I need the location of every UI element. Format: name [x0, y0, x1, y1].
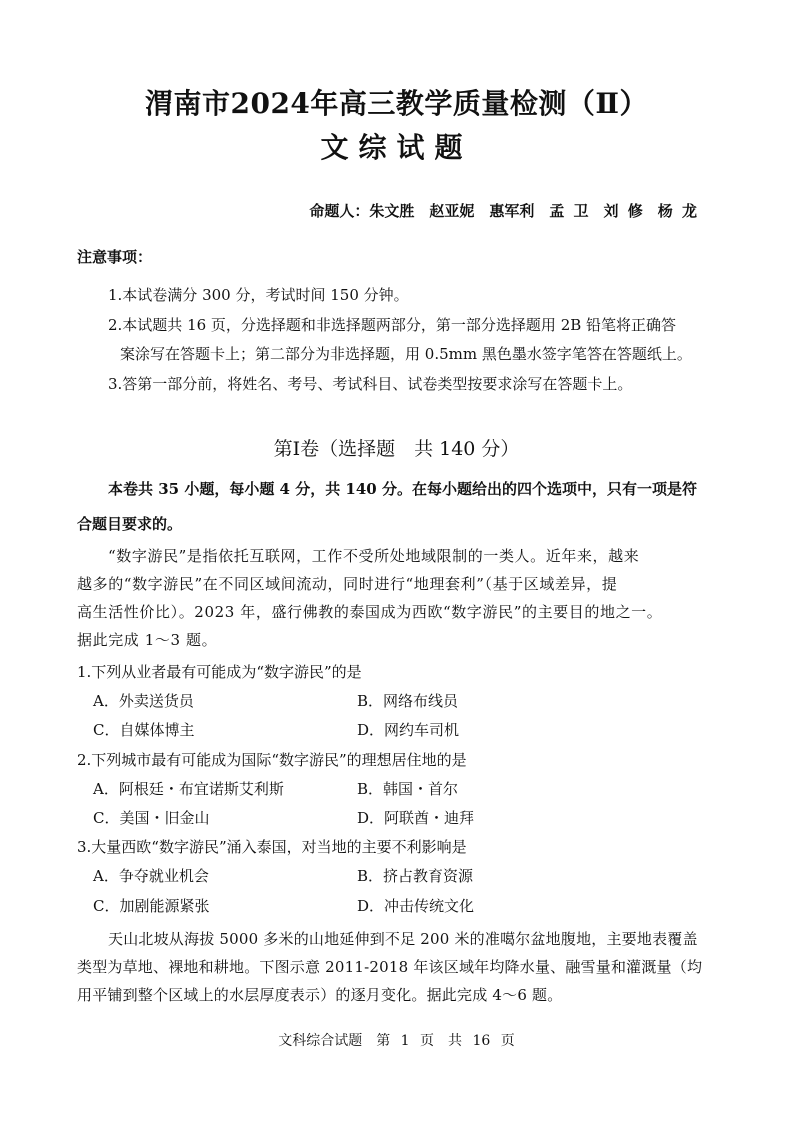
notice-item: 3.答第一部分前，将姓名、考号、考试科目、试卷类型按要求涂写在答题卡上。 — [108, 375, 633, 393]
page-footer: 文科综合试题 第 1 页 共 16 页 — [278, 1033, 515, 1049]
passage-line: 用平铺到整个区域上的水层厚度表示）的逐月变化。据此完成 4～6 题。 — [77, 986, 563, 1004]
option-a: A．外卖送货员 — [93, 692, 194, 710]
passage-line: 天山北坡从海拔 5000 多米的山地延伸到不足 200 米的准噶尔盆地腹地，主要地表覆盖 — [108, 930, 698, 948]
option-c: C．自媒体博主 — [93, 721, 195, 739]
option-a: A．争夺就业机会 — [93, 867, 209, 885]
notice-item: 2.本试题共 16 页，分选择题和非选择题两部分，第一部分选择题用 2B 铅笔将正确答 — [108, 316, 677, 334]
passage-line: 越多的“数字游民”在不同区域间流动，同时进行“地理套利”（基于区域差异，提 — [77, 575, 618, 593]
notice-item: 1.本试卷满分 300 分，考试时间 150 分钟。 — [108, 286, 409, 304]
option-a: A．阿根廷・布宜诺斯艾利斯 — [93, 780, 284, 798]
question-stem: 1.下列从业者最有可能成为“数字游民”的是 — [77, 663, 362, 681]
page-subtitle: 文综试题 — [320, 131, 473, 164]
page-title: 渭南市2024年高三教学质量检测（Ⅱ） — [144, 87, 649, 120]
passage-line: “数字游民”是指依托互联网，工作不受所处地域限制的一类人。近年来，越来 — [108, 547, 640, 565]
option-b: B．挤占教育资源 — [357, 867, 474, 885]
notice-heading: 注意事项： — [77, 248, 153, 266]
section-instruction: 本卷共 35 小题，每小题 4 分，共 140 分。在每小题给出的四个选项中，只有一项是符 — [108, 480, 697, 498]
question-stem: 3.大量西欧“数字游民”涌入泰国，对当地的主要不利影响是 — [77, 838, 467, 856]
passage-line: 据此完成 1～3 题。 — [77, 631, 218, 649]
passage-line: 高生活性价比）。2023 年，盛行佛教的泰国成为西欧“数字游民”的主要目的地之一。 — [77, 603, 663, 621]
section-title: 第Ⅰ卷（选择题 共 140 分） — [273, 438, 520, 460]
option-c: C．美国・旧金山 — [93, 809, 210, 827]
passage-line: 类型为草地、裸地和耕地。下图示意 2011-2018 年该区域年均降水量、融雪量和灌溉量（均 — [77, 958, 703, 976]
option-b: B．网络布线员 — [357, 692, 459, 710]
notice-item: 案涂写在答题卡上；第二部分为非选择题，用 0.5mm 黑色墨水签字笔答在答题纸上。 — [120, 345, 692, 363]
option-d: D．网约车司机 — [357, 721, 460, 739]
section-instruction: 合题目要求的。 — [77, 515, 183, 533]
option-b: B．韩国・首尔 — [357, 780, 459, 798]
option-d: D．阿联酋・迪拜 — [357, 809, 475, 827]
question-stem: 2.下列城市最有可能成为国际“数字游民”的理想居住地的是 — [77, 751, 467, 769]
option-d: D．冲击传统文化 — [357, 897, 475, 915]
authors-line: 命题人：朱文胜 赵亚妮 惠军利 孟 卫 刘 修 杨 龙 — [309, 202, 697, 220]
option-c: C．加剧能源紧张 — [93, 897, 210, 915]
